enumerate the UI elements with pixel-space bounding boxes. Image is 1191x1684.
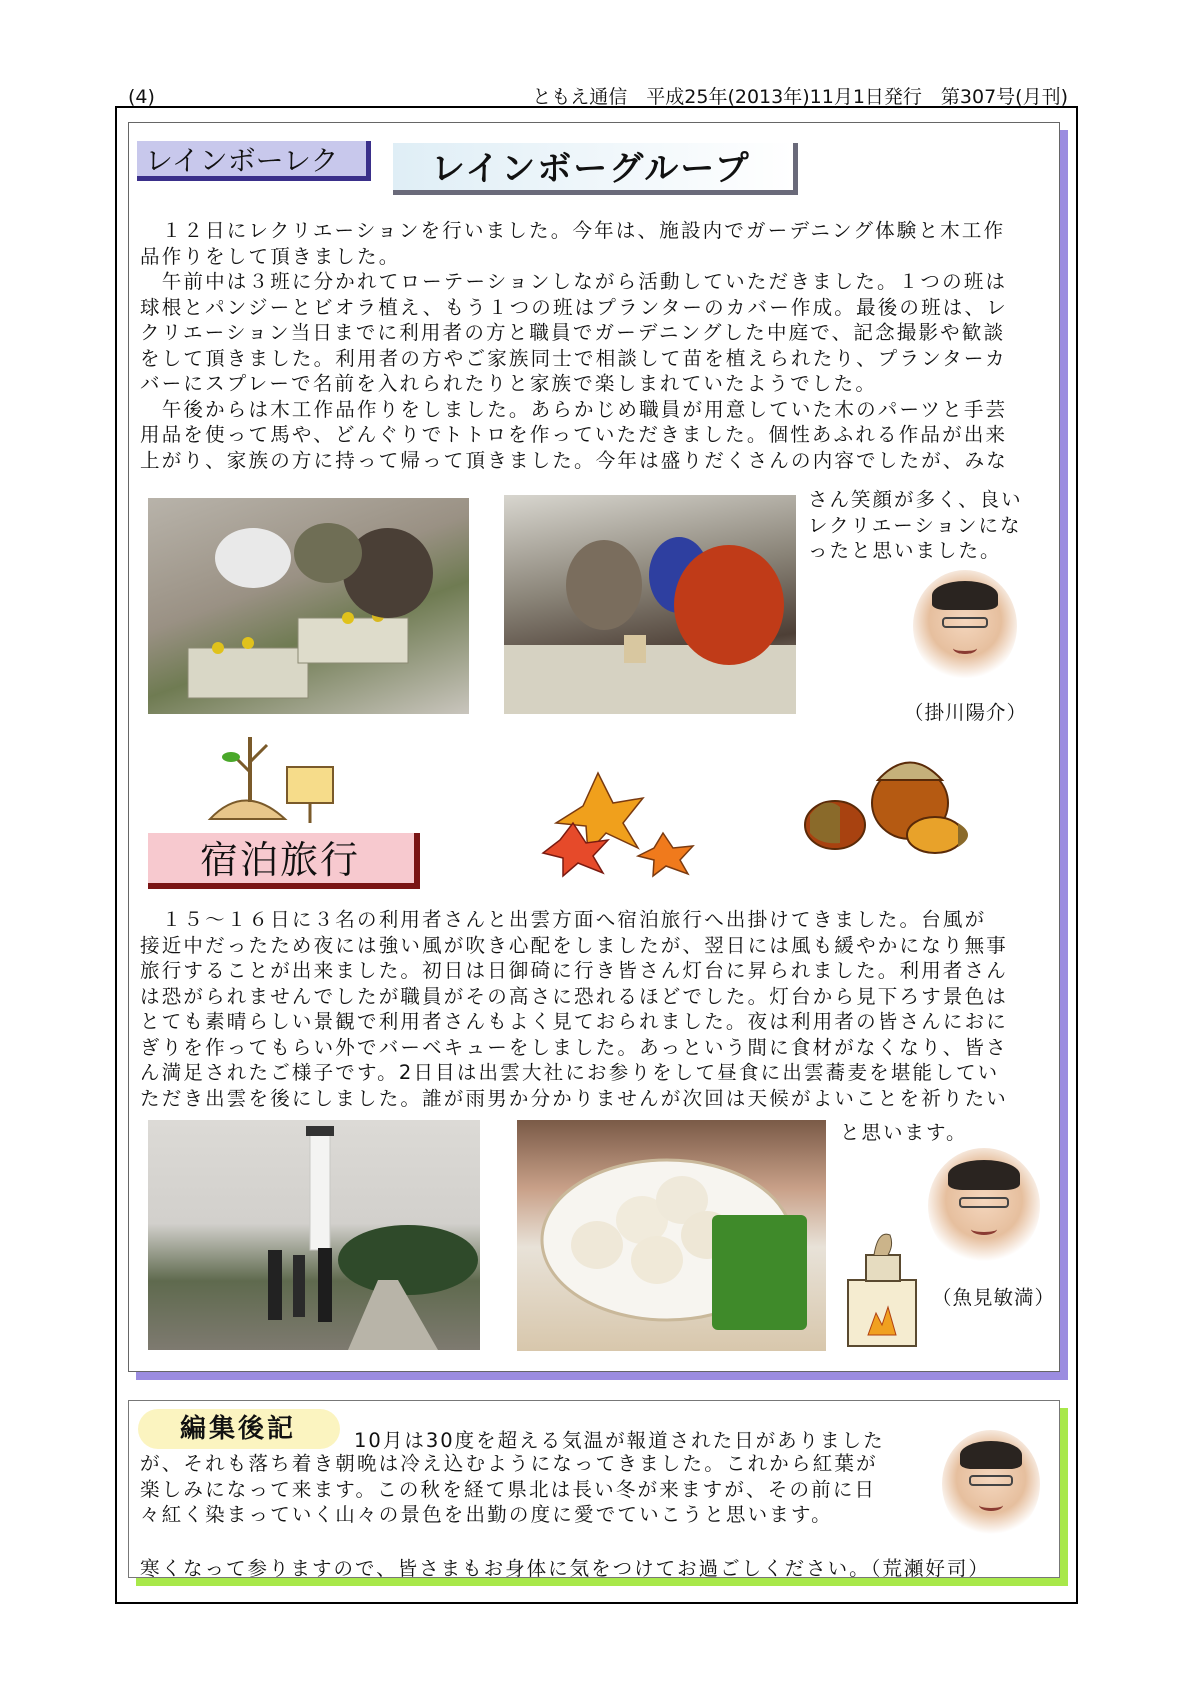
article-body-trip [140,907,1050,1111]
section-tag-rainbow: レインボーレク [137,141,371,181]
text-line: 接近中だったため夜には強い風が吹き心配をしましたが、翌日には風も緩やかになり無事 [140,933,1009,957]
author-name: （魚見敏満） [932,1286,1056,1309]
text-line: が、それも落ち着き朝晩は冷え込むようになってきました。これから紅葉が [140,1452,878,1475]
article-side-text [808,487,1048,564]
article-side-text: と思います。 [840,1121,968,1144]
text-line: 午後からは木工作品作りをしました。あらかじめ職員が用意していた木のパーツと手芸 [140,397,1008,421]
sapling-sign-icon [205,727,345,827]
photo-lighthouse [148,1120,480,1350]
text-line: 々紅く染まっていく山々の景色を出勤の度に愛でていこうと思います。 [140,1503,833,1526]
box-shadow [136,1372,1068,1380]
acorns-icon [800,735,990,860]
text-line: をして頂きました。利用者の方やご家族同士で相談して苗を植えられたり、プランターカ [140,346,1007,370]
text-line: ただき出雲を後にしました。誰が雨男か分かりませんが次回は天候がよいことを祈りたい [140,1086,1009,1110]
text-line: とても素晴らしい景観で利用者さんもよく見ておられました。夜は利用者の皆さんにおに [140,1010,1009,1033]
text-line: ぎりを作ってもらい外でバーベキューをしました。あっという間に食材がなくなり、皆さ [140,1035,1008,1059]
box-shadow [1060,1408,1068,1586]
text-line: 品作りをして頂きました。 [140,244,401,268]
stove-icon [838,1225,930,1351]
text-line: 寒くなって参りますので、皆さまもお身体に気をつけてお過ごしください。（荒瀬好司） [140,1557,990,1580]
text-line: クリエーション当日までに利用者の方と職員でガーデニングした中庭で、記念撮影や歓談 [140,321,1006,344]
author-photo-kakegawa [913,570,1017,682]
text-line: さん笑顔が多く、良い [808,488,1023,511]
text-line: 午前中は３班に分かれてローテーションしながら活動していただきました。１つの班は [140,270,1008,293]
author-name: （掛川陽介） [904,701,1028,724]
issue-info: ともえ通信 平成25年(2013年)11月1日発行 第307号(月刊) [532,86,1068,108]
text-line: 球根とパンジーとビオラ植え、もう１つの班はプランターのカバー作成。最後の班は、レ [140,295,1008,319]
box-shadow [1060,130,1068,1380]
text-line: 上がり、家族の方に持って帰って頂きました。今年は盛りだくさんの内容でしたが、みな [140,448,1009,472]
article-body-rainbow [140,218,1050,473]
section-tag-editorial: 編集後記 [138,1409,340,1449]
text-line: 用品を使って馬や、どんぐりでトトロを作っていただきました。個性あふれる作品が出来 [140,423,1008,446]
photo-gardening [148,498,469,714]
author-photo-arase [942,1430,1040,1538]
section-tag-trip: 宿泊旅行 [148,833,420,889]
section-title-rainbow: レインボーグループ [393,143,798,195]
text-line: 楽しみになって来ます。この秋を経て県北は長い冬が来ますが、その前に日 [140,1477,877,1501]
text-line: バーにスプレーで名前を入れられたりと家族で楽しまれていたようでした。 [140,372,878,395]
article-body-editorial [140,1451,940,1528]
photo-woodwork [504,495,796,714]
text-line: ったと思いました。 [808,539,1002,562]
photo-onigiri [517,1120,826,1351]
text-line: １２日にレクリエーションを行いました。今年は、施設内でガーデニング体験と木工作 [140,219,1006,242]
text-line: １５～１６日に３名の利用者さんと出雲方面へ宿泊旅行へ出掛けてきました。台風が [140,908,987,931]
maple-leaves-icon [538,768,708,878]
text-line: 10月は30度を超える気温が報道された日がありました [354,1429,885,1452]
text-line: ん満足されたご様子です。2日目は出雲大社にお参りをして昼食に出雲蕎麦を堪能してい [140,1061,1000,1084]
page-number: (4) [128,86,155,108]
text-line: は恐がられませんでしたが職員がその高さに恐れるほどでした。灯台から見下ろす景色は [140,984,1009,1008]
text-line: 旅行することが出来ました。初日は日御碕に行き皆さん灯台に昇られました。利用者さん [140,959,1009,982]
author-photo-uomi [928,1148,1040,1264]
text-line: レクリエーションにな [808,513,1022,537]
